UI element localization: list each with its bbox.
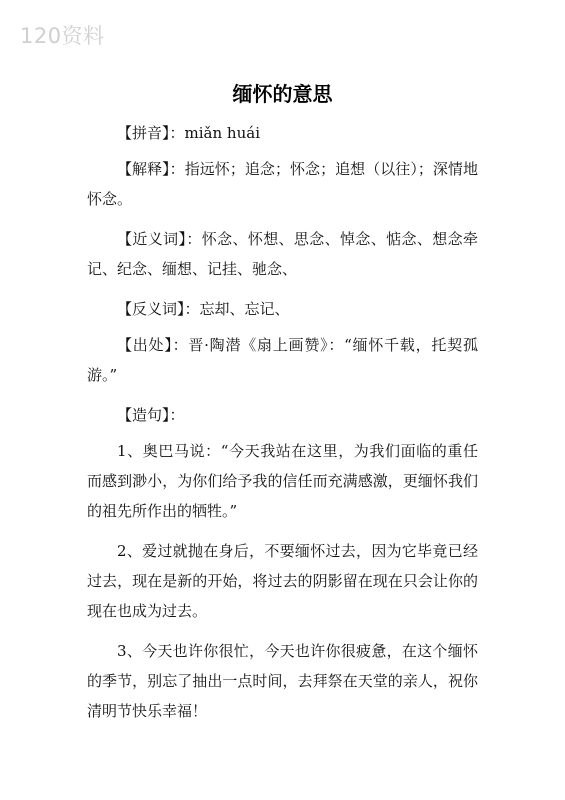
example-sentence-3: 3、今天也许你很忙，今天也许你很疲惫，在这个缅怀的季节，别忘了抽出一点时间，去拜祭在天堂的亲人，祝你清明节快乐幸福！ xyxy=(87,642,478,720)
meaning-label: 【解释】 xyxy=(117,160,170,178)
meaning-separator: ： xyxy=(169,160,185,178)
synonyms-text: 怀念、怀想、思念、悼念、惦念、想念牵记、纪念、缅想、记挂、驰念、 xyxy=(87,230,478,278)
example-sentence-1: 1、奥巴马说：“今天我站在这里，为我们面临的重任而感到渺小，为你们给予我的信任而充满感激，更缅怀我们的祖先所作出的牺牲。” xyxy=(87,442,478,520)
watermark: 120资料 xyxy=(20,24,105,48)
pinyin-paragraph xyxy=(87,118,478,148)
meaning-paragraph xyxy=(87,154,478,214)
pinyin-label: 【拼音】 xyxy=(117,124,170,142)
meaning-text: 指远怀；追念；怀念；追想（以往）；深情地怀念。 xyxy=(87,160,478,208)
document-body xyxy=(87,118,478,736)
source-text: 晋·陶潜《扇上画赞》：“缅怀千载，托契孤游。” xyxy=(87,336,478,384)
antonyms-text: 忘却、忘记、 xyxy=(199,300,290,318)
synonyms-paragraph xyxy=(87,224,478,284)
examples-heading: 【造句】： xyxy=(117,406,185,424)
pinyin-text: miǎn huái xyxy=(184,124,260,142)
page-title: 缅怀的意思 xyxy=(232,82,333,106)
antonyms-separator: ： xyxy=(184,300,200,318)
synonyms-separator: ： xyxy=(186,230,202,248)
antonyms-paragraph xyxy=(87,294,478,324)
source-separator: ： xyxy=(172,336,189,354)
source-label: 【出处】 xyxy=(117,336,173,354)
source-paragraph xyxy=(87,330,478,390)
example-sentence-2: 2、爱过就抛在身后，不要缅怀过去，因为它毕竟已经过去，现在是新的开始，将过去的阴影留在现在只会让你的现在也成为过去。 xyxy=(87,542,478,620)
pinyin-separator: ： xyxy=(169,124,185,142)
synonyms-label: 【近义词】 xyxy=(117,230,187,248)
antonyms-label: 【反义词】 xyxy=(117,300,185,318)
